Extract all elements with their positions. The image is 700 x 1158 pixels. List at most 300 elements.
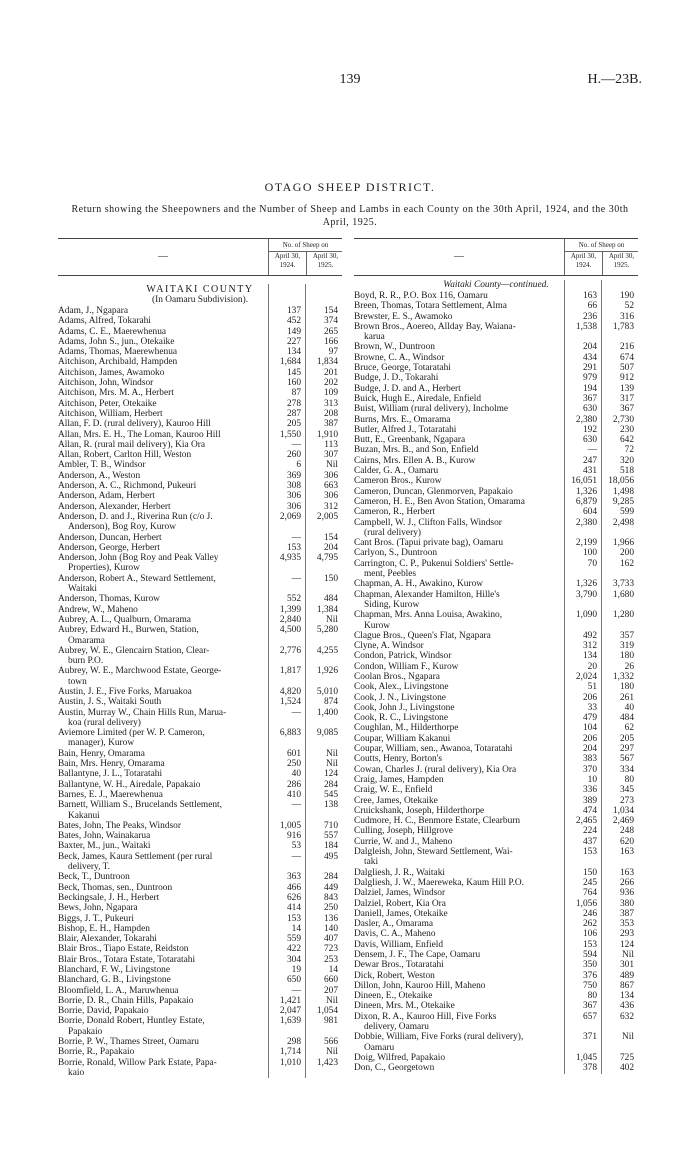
sheep-1925: 484 — [619, 713, 634, 724]
sheep-1924 — [270, 563, 306, 573]
table-row — [354, 826, 638, 836]
sheep-1924 — [566, 569, 602, 579]
sheep-1924: 3,790 — [575, 589, 597, 600]
sheep-1925: 266 — [619, 877, 634, 888]
table-row — [354, 899, 638, 909]
sheep-1924: 552 — [286, 594, 301, 605]
table-row — [354, 487, 638, 497]
sheep-1925: 18,056 — [608, 476, 634, 487]
table-row — [58, 522, 342, 532]
owner-name: Anderson, Adam, Herbert — [58, 491, 155, 502]
sheep-1925 — [306, 656, 342, 666]
owner-name: Boyd, R. R., P.O. Box 116, Oamaru — [354, 291, 488, 301]
owner-name: Bews, John, Ngapara — [58, 903, 138, 914]
sheep-1924: 594 — [582, 950, 597, 960]
sheep-1925: Nil — [622, 1032, 634, 1043]
sheep-1924 — [270, 718, 306, 728]
sheep-1925: 642 — [619, 435, 634, 446]
district-title: OTAGO SHEEP DISTRICT. — [264, 180, 436, 194]
owner-name: Cameron, Duncan, Glenmorven, Papakaio — [354, 486, 513, 497]
owner-name: Austin, Murray W., Chain Hills Run, Marua- — [58, 707, 227, 718]
sheep-1924 — [566, 857, 602, 867]
sheep-1924: 1,817 — [279, 666, 301, 677]
table-row — [58, 749, 342, 759]
sheep-1924: 6,883 — [279, 728, 301, 739]
sheep-1925: 518 — [619, 466, 634, 477]
sheep-1925: 632 — [619, 1011, 634, 1022]
table-row — [354, 579, 638, 589]
sheep-1925 — [306, 1027, 342, 1037]
sheep-1925: 567 — [619, 754, 634, 765]
table-row — [58, 934, 342, 944]
sheep-1924: 1,326 — [575, 579, 597, 590]
table-row — [58, 965, 342, 975]
table-row — [58, 430, 342, 440]
owner-name: Budge, J. D., Tokarahi — [354, 373, 439, 384]
sheep-1924: 194 — [582, 383, 597, 394]
table-row — [354, 703, 638, 713]
sheep-1925: 449 — [323, 882, 338, 893]
sheep-1925: 14 — [328, 965, 338, 975]
sheep-1925: 4,795 — [316, 553, 338, 564]
sheep-1924 — [566, 621, 602, 631]
owner-name: Cook, R. C., Livingstone — [354, 713, 449, 724]
sheep-1925: 507 — [619, 363, 634, 374]
sheep-1924: 559 — [286, 934, 301, 945]
sheep-1924 — [270, 636, 306, 646]
table-row — [354, 1032, 638, 1042]
owner-name: Cowan, Charles J. (rural delivery), Kia Ora — [354, 764, 517, 775]
sheep-1925: 1,034 — [612, 805, 634, 816]
sheep-1924: 1,684 — [279, 357, 301, 368]
sheep-1925: 4,255 — [316, 645, 338, 656]
table-row — [58, 728, 342, 738]
table-row — [58, 625, 342, 635]
table-row — [354, 1053, 638, 1063]
table-row — [354, 445, 638, 455]
sheep-1925: 2,005 — [316, 511, 338, 522]
owner-name: Aitchison, James, Awamoko — [58, 367, 165, 378]
table-row — [354, 590, 638, 600]
sheep-1925: 293 — [619, 929, 634, 940]
sheep-1924: 224 — [582, 826, 597, 837]
owner-name: Bain, Mrs. Henry, Omarama — [58, 759, 165, 770]
sheep-1924: 19 — [291, 965, 301, 975]
sheep-1924: 410 — [286, 789, 301, 800]
sheep-1924: 70 — [587, 558, 597, 569]
sheep-1925: 134 — [619, 991, 634, 1002]
owner-name: Aubrey, A. L., Qualburn, Omarama — [58, 614, 191, 625]
owner-name: Bates, John, The Peaks, Windsor — [58, 820, 181, 831]
sheep-1924: 286 — [286, 779, 301, 790]
sheep-1925: 557 — [323, 831, 338, 842]
owner-name: Brewster, E. S., Awamoko — [354, 311, 453, 322]
owner-name: Aubrey, Edward H., Burwen, Station, — [58, 625, 199, 636]
owner-name: Andrew, W., Maheno — [58, 604, 138, 615]
sheep-1924: 4,500 — [279, 625, 301, 636]
table-row — [354, 600, 638, 610]
table-row — [354, 662, 638, 672]
owner-name: Craig, James, Hampden — [354, 774, 444, 785]
sheep-1925: 273 — [619, 795, 634, 806]
header-group-title: No. of Sheep on — [565, 239, 638, 252]
owner-name: Cook, Alex., Livingstone — [354, 682, 449, 693]
sheep-1924 — [566, 600, 602, 610]
owner-name: Kakanui — [68, 810, 100, 821]
table-row — [58, 357, 342, 367]
owner-name: Blair, Alexander, Tokarahi — [58, 934, 157, 945]
owner-name: Dalgliesh, J. W., Maereweka, Kaum Hill P.O. — [354, 877, 525, 888]
sheep-1925: 495 — [323, 851, 338, 862]
owner-name: Cook, John J., Livingstone — [354, 702, 455, 713]
owner-name: Aviemore Limited (per W. P. Cameron, — [58, 728, 205, 739]
table-row — [58, 811, 342, 821]
sheep-1924: 150 — [582, 867, 597, 878]
table-row — [58, 790, 342, 800]
table-row — [354, 847, 638, 857]
table-row — [354, 785, 638, 795]
sheep-1924: 367 — [582, 393, 597, 404]
sheep-1925 — [602, 332, 638, 342]
owner-name: Barnett, William S., Brucelands Settlement, — [58, 800, 223, 811]
sheep-1924: 4,935 — [279, 553, 301, 564]
table-row — [354, 857, 638, 867]
table-row — [58, 677, 342, 687]
sheep-1924: 383 — [582, 754, 597, 765]
owner-name: Anderson, A., Weston — [58, 470, 141, 481]
owner-name: Adams, Thomas, Maerewhenua — [58, 347, 178, 358]
sheep-1924: 153 — [582, 847, 597, 858]
owner-name: Burns, Mrs. E., Omarama — [354, 414, 451, 425]
sheep-1925: 306 — [323, 470, 338, 481]
sheep-1925: 660 — [323, 975, 338, 986]
sheep-1924: 2,024 — [575, 671, 597, 682]
table-row — [354, 384, 638, 394]
table-row — [58, 841, 342, 851]
sheep-1925: 2,730 — [612, 414, 634, 425]
table-row — [58, 955, 342, 965]
sheep-1925: 180 — [619, 651, 634, 662]
table-row — [58, 543, 342, 553]
table-row — [354, 353, 638, 363]
owner-name: Carlyon, S., Duntroon — [354, 548, 438, 559]
owner-name: Oamaru — [364, 1042, 395, 1053]
sheep-1924: 262 — [582, 919, 597, 930]
sheep-1925: 180 — [619, 682, 634, 693]
table-row — [58, 1037, 342, 1047]
sheep-1925: 674 — [619, 352, 634, 363]
sheep-1925: 345 — [619, 785, 634, 796]
sheep-1924: 1,005 — [279, 820, 301, 831]
owner-name: Papakaio — [68, 1026, 103, 1037]
sheep-1924: 437 — [582, 836, 597, 847]
sheep-1924: 650 — [286, 975, 301, 986]
owner-name: manager), Kurow — [68, 738, 135, 749]
owner-name: Aitchison, Peter, Otekaike — [58, 398, 157, 409]
sheep-1925 — [306, 584, 342, 594]
table-row — [58, 440, 342, 450]
owner-name: Aitchison, Archibald, Hampden — [58, 357, 178, 368]
owner-name: Clyne, A. Windsor — [354, 641, 424, 652]
owner-name: (rural delivery) — [364, 527, 422, 538]
owner-name: Borrie, R., Papakaio — [58, 1047, 135, 1058]
continued-county: Waitaki County — [443, 280, 502, 290]
sheep-1924 — [270, 1068, 306, 1078]
sheep-1925: 5,010 — [316, 686, 338, 697]
owner-name: ment, Peebles — [364, 569, 417, 580]
sheep-1925: 306 — [323, 491, 338, 502]
sheep-1925: 1,910 — [316, 429, 338, 440]
sheep-1924: 626 — [286, 892, 301, 903]
owner-name: Budge, J. D. and A., Herbert — [354, 383, 461, 394]
table-row — [58, 481, 342, 491]
table-row — [354, 919, 638, 929]
sheep-1924 — [566, 332, 602, 342]
sheep-1925: Nil — [326, 460, 338, 471]
owner-name: Beck, T., Duntroon — [58, 872, 130, 883]
sheep-1925: 867 — [619, 980, 634, 991]
owner-name: Brown, W., Duntroon — [354, 342, 435, 353]
table-row — [58, 914, 342, 924]
sheep-1925: 9,085 — [316, 728, 338, 739]
table-row — [58, 944, 342, 954]
table-row — [354, 693, 638, 703]
sheep-1924: 14 — [291, 923, 301, 934]
sheep-1924: 163 — [582, 291, 597, 301]
table-row — [354, 528, 638, 538]
sheep-1925: 436 — [619, 1001, 634, 1012]
sheep-1925: 139 — [619, 383, 634, 394]
table-row — [354, 404, 638, 414]
sheep-1924: 2,380 — [575, 414, 597, 425]
owner-name: Breen, Thomas, Totara Settlement, Alma — [354, 301, 507, 312]
sheep-1924 — [566, 528, 602, 538]
owner-name: Bishop, E. H., Hampden — [58, 923, 150, 934]
right-column — [354, 238, 638, 1074]
owner-name: burn P.O. — [68, 656, 104, 667]
sheep-1925: 250 — [323, 903, 338, 914]
page-number: 139 — [339, 72, 361, 87]
sheep-1924: 33 — [587, 702, 597, 713]
owner-name: Borrie, Donald Robert, Huntley Estate, — [58, 1016, 205, 1027]
table-row — [58, 533, 342, 543]
table-row — [354, 991, 638, 1001]
sheep-1924: 389 — [582, 795, 597, 806]
table-row — [58, 1027, 342, 1037]
table-row — [58, 399, 342, 409]
sheep-1925: 725 — [619, 1052, 634, 1063]
table-row — [354, 1043, 638, 1053]
table-row — [58, 996, 342, 1006]
sheep-1924: 51 — [587, 682, 597, 693]
table-row — [354, 456, 638, 466]
table-row — [58, 975, 342, 985]
sheep-1924: 2,199 — [575, 538, 597, 549]
sheep-1925: Nil — [326, 759, 338, 770]
sheep-1925: 1,423 — [316, 1057, 338, 1068]
owner-name: Butler, Alfred J., Totaratahi — [354, 424, 457, 435]
sheep-1924: 434 — [582, 352, 597, 363]
sheep-1925: 205 — [619, 733, 634, 744]
sheep-1924: 604 — [582, 507, 597, 518]
table-row — [58, 831, 342, 841]
table-row — [354, 332, 638, 342]
owner-name: Dixon, R. A., Kauroo Hill, Five Forks — [354, 1011, 497, 1022]
owner-name: Waitaki — [68, 584, 97, 595]
owner-name: Adams, C. E., Maerewhenua — [58, 326, 167, 337]
sheep-1924: 134 — [286, 347, 301, 358]
table-row — [354, 322, 638, 332]
table-row — [354, 435, 638, 445]
table-row — [58, 471, 342, 481]
header-group — [268, 239, 342, 275]
sheep-1925: 981 — [323, 1016, 338, 1027]
sheep-1925: 353 — [619, 919, 634, 930]
table-row — [354, 981, 638, 991]
sheep-1924: 206 — [582, 733, 597, 744]
sheep-1925: 936 — [619, 888, 634, 899]
table-row — [58, 852, 342, 862]
sheep-1925: 663 — [323, 481, 338, 492]
sheep-1924 — [270, 1027, 306, 1037]
sheep-1924 — [270, 677, 306, 687]
sheep-1925: 284 — [323, 779, 338, 790]
table-row — [354, 816, 638, 826]
table-row — [354, 425, 638, 435]
sheep-1924: 1,326 — [575, 486, 597, 497]
table-row — [354, 1063, 638, 1073]
sheep-1924: 657 — [582, 1011, 597, 1022]
owner-name: Blair Bros., Totara Estate, Totaratahi — [58, 954, 196, 965]
table-row — [58, 656, 342, 666]
sheep-1924: 4,820 — [279, 686, 301, 697]
table-row — [58, 388, 342, 398]
table-row — [58, 563, 342, 573]
sheep-1924: 376 — [582, 970, 597, 981]
sheep-1924: 630 — [582, 404, 597, 415]
sheep-1924: 1,090 — [575, 610, 597, 621]
table-row — [58, 605, 342, 615]
sheep-1925: 140 — [323, 923, 338, 934]
sheep-1925: 1,054 — [316, 1006, 338, 1017]
sheep-1925 — [306, 738, 342, 748]
table-row — [354, 971, 638, 981]
sheep-1925: 80 — [624, 774, 634, 785]
owner-name: Ambler, T. B., Windsor — [58, 460, 146, 471]
owner-name: Campbell, W. J., Clifton Falls, Windsor — [354, 517, 502, 528]
table-row — [354, 301, 638, 311]
sheep-1925 — [306, 1068, 342, 1078]
owner-name: Condon, Patrick, Windsor — [354, 651, 452, 662]
owner-name: Anderson, D. and J., Riverina Run (c/o J. — [58, 511, 213, 522]
sheep-1925: 313 — [323, 398, 338, 409]
sheep-1925: 3,733 — [612, 579, 634, 590]
sheep-1925: 317 — [619, 393, 634, 404]
owner-name: Dalziel, James, Windsor — [354, 888, 446, 899]
sheep-1925: 163 — [619, 867, 634, 878]
sheep-1925 — [306, 718, 342, 728]
sheep-1924: 206 — [582, 692, 597, 703]
owner-name: Aitchison, William, Herbert — [58, 408, 163, 419]
table-row — [58, 1058, 342, 1068]
sheep-1925: 367 — [619, 404, 634, 415]
table-row — [58, 1016, 342, 1026]
sheep-1925: 874 — [323, 697, 338, 708]
table-row — [58, 1047, 342, 1057]
owner-name: Davis, William, Enfield — [354, 939, 444, 950]
owner-name: Condon, William F., Kurow — [354, 661, 459, 672]
sheep-1925: 163 — [619, 847, 634, 858]
sheep-1924: 40 — [291, 769, 301, 780]
sheep-1924: 466 — [286, 882, 301, 893]
table-row — [58, 337, 342, 347]
sheep-1925: 357 — [619, 630, 634, 641]
subdivision-heading: (In Oamaru Subdivision). — [151, 295, 249, 305]
sheep-1924: 306 — [286, 501, 301, 512]
owner-name: Adams, John S., jun., Otekaike — [58, 336, 175, 347]
sheep-1924: 204 — [582, 744, 597, 755]
owner-name: Butt, E., Greenbank, Ngapara — [354, 435, 466, 446]
sheep-1924: — — [291, 439, 301, 450]
table-row — [58, 718, 342, 728]
sheep-1924 — [566, 1043, 602, 1053]
owner-name: Adam, J., Ngapara — [58, 306, 129, 316]
return-subtitle: Return showing the Sheepowners and the Number of Sheep and Lambs in each County on the 30th April, 1924, and the 30th April, 1925. — [71, 204, 629, 228]
sheep-1925: 380 — [619, 898, 634, 909]
sheep-1925: 1,280 — [612, 610, 634, 621]
sheep-1925: Nil — [326, 1047, 338, 1058]
owner-name: Dalgleish, John, Steward Settlement, Wai- — [354, 847, 513, 858]
sheep-1925: 136 — [323, 913, 338, 924]
table-row — [354, 394, 638, 404]
sheep-1925: 2,498 — [612, 517, 634, 528]
owner-name: Buist, William (rural delivery), Incholme — [354, 404, 509, 415]
sheep-1925: 334 — [619, 764, 634, 775]
sheep-1925: 1,498 — [612, 486, 634, 497]
owner-name: Beckingsale, J. H., Herbert — [58, 892, 160, 903]
sheep-1924: — — [291, 707, 301, 718]
sheep-1925 — [602, 600, 638, 610]
owner-name: Anderson, George, Herbert — [58, 542, 160, 553]
owner-name: Dillon, John, Kauroo Hill, Maheno — [354, 980, 486, 991]
sheep-1925: 124 — [323, 769, 338, 780]
table-row — [354, 734, 638, 744]
table-row — [354, 888, 638, 898]
owner-name: Coutts, Henry, Borton's — [354, 754, 443, 765]
sheep-1925 — [602, 1043, 638, 1053]
table-row — [354, 672, 638, 682]
sheep-1925: 62 — [624, 723, 634, 734]
sheep-1924: — — [587, 445, 597, 456]
sheep-1924: 137 — [286, 306, 301, 316]
table-row — [354, 960, 638, 970]
owner-name: Borrie, Ronald, Willow Park Estate, Papa- — [58, 1057, 217, 1068]
sheep-1924: 153 — [286, 913, 301, 924]
right-rows — [354, 280, 638, 1074]
header-dash: — — [158, 251, 168, 262]
owner-name: Buzan, Mrs. B., and Son, Enfield — [354, 445, 479, 456]
owner-name: Coupar, William Kakanui — [354, 733, 451, 744]
sheep-1925: 284 — [323, 872, 338, 883]
sheep-1925 — [602, 1022, 638, 1032]
table-row — [58, 780, 342, 790]
table-row — [354, 1001, 638, 1011]
sheep-1924: 227 — [286, 336, 301, 347]
sheep-1925: Nil — [326, 748, 338, 759]
table-row — [58, 708, 342, 718]
owner-name: Chapman, A. H., Awakino, Kurow — [354, 579, 484, 590]
sheep-1925: 489 — [619, 970, 634, 981]
